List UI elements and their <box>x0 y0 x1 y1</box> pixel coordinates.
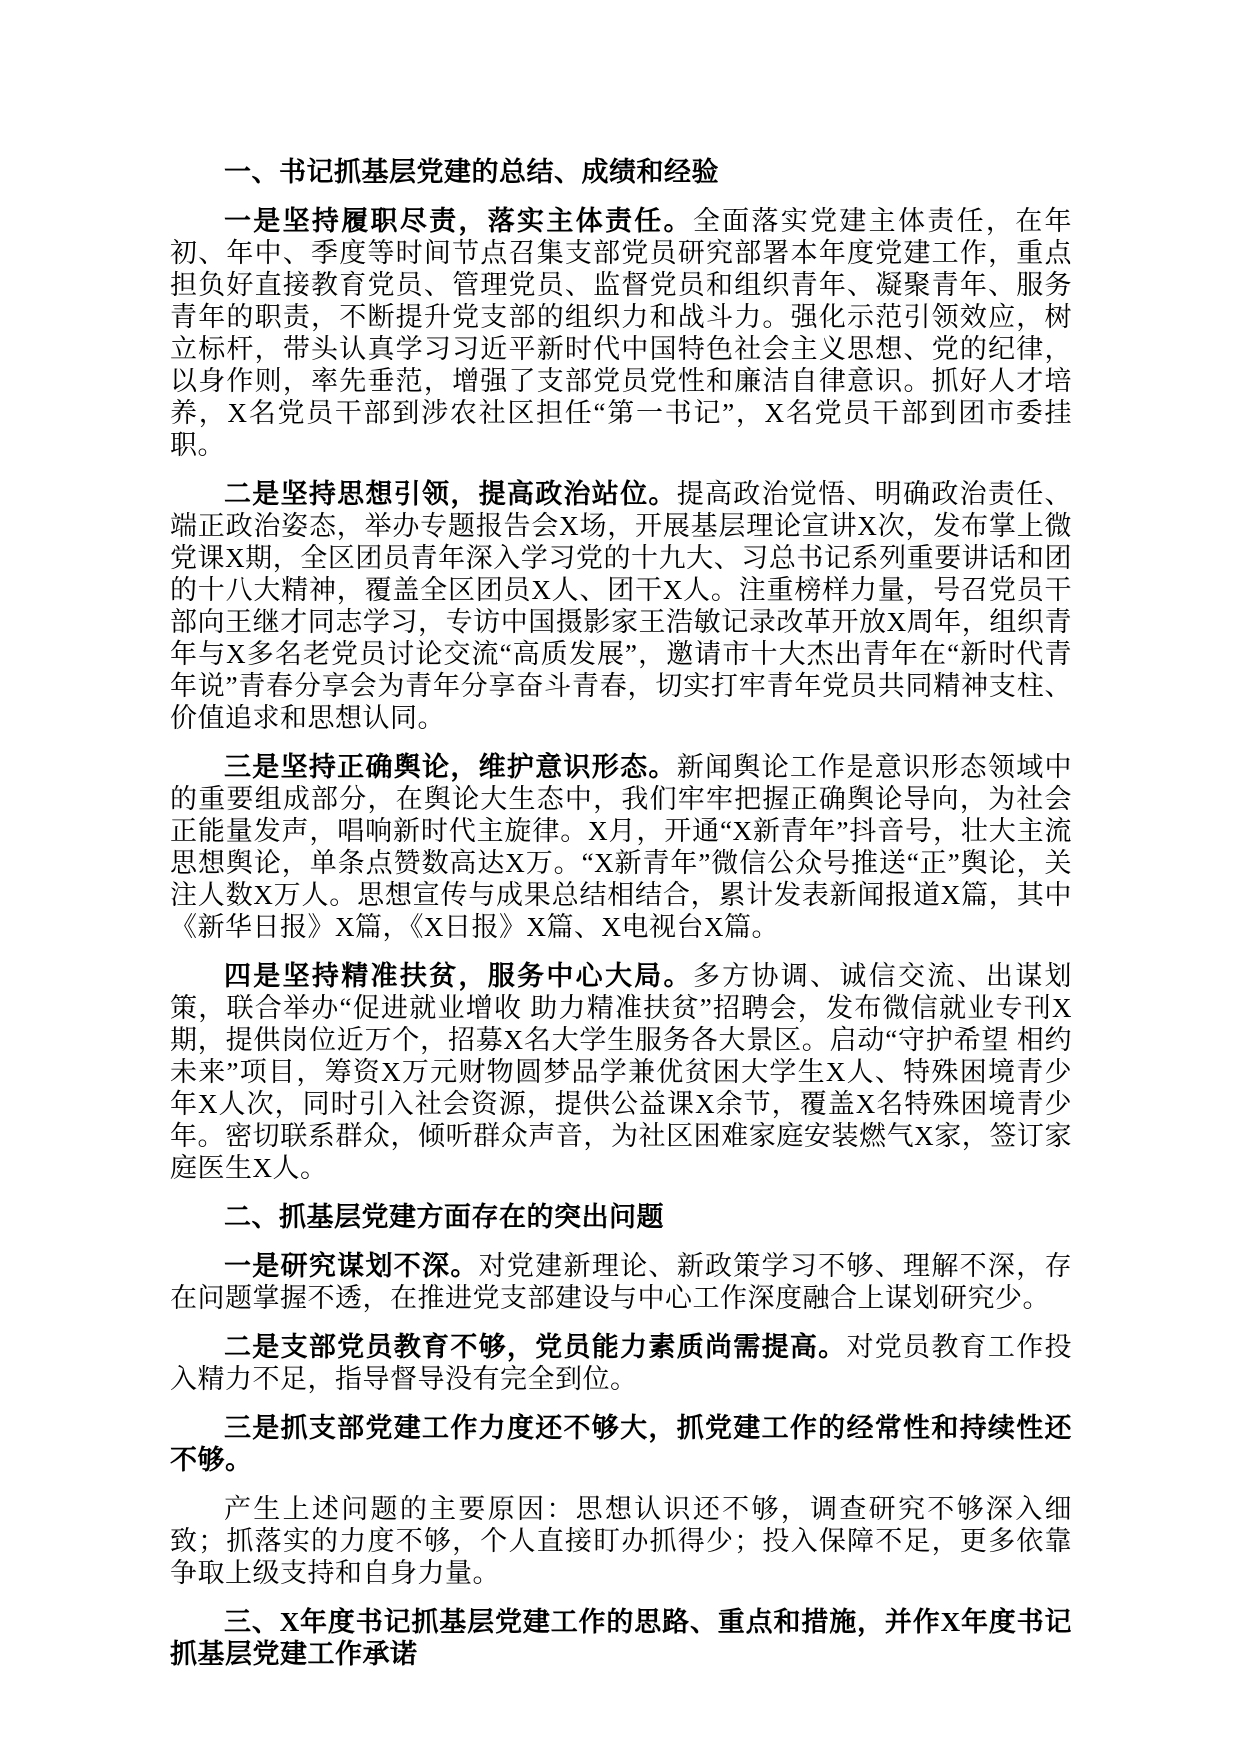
paragraph-lead: 二是坚持思想引领，提高政治站位。 <box>224 479 677 509</box>
paragraph-text: 提高政治觉悟、明确政治责任、端正政治姿态，举办专题报告会X场，开展基层理论宣讲X次，发布掌上微党课X期，全区团员青年深入学习党的十九大、习总书记系列重要讲话和团的十八大精神，覆盖全区团员X人、团干X人。注重榜样力量，号召党员干部向王继才同志学习，专访中国摄影家王浩敏记录改革开放X周年，组织青年与X多名老党员讨论交流“高质发展”，邀请市十大杰出青年在“新时代青年说”青春分享会为青年分享奋斗青春，切实打牢青年党员共同精神支柱、价值追求和思想认同。 <box>170 479 1073 733</box>
paragraph-text: 对党建新理论、新政策学习不够、理解不深，存在问题掌握不透，在推进党支部建设与中心工作深度融合上谋划研究少。 <box>170 1251 1073 1313</box>
paragraph <box>170 1493 1072 1589</box>
paragraph <box>170 960 1072 1184</box>
paragraph-text: 产生上述问题的主要原因：思想认识还不够，调查研究不够深入细致；抓落实的力度不够，个人直接盯办抓得少；投入保障不足，更多依靠争取上级支持和自身力量。 <box>170 1494 1072 1588</box>
paragraph <box>170 751 1072 943</box>
document-body <box>170 156 1072 1670</box>
paragraph <box>170 1412 1072 1476</box>
paragraph-text: 对党员教育工作投入精力不足，指导督导没有完全到位。 <box>170 1332 1073 1394</box>
paragraph-text: 全面落实党建主体责任，在年初、年中、季度等时间节点召集支部党员研究部署本年度党建工作，重点担负好直接教育党员、管理党员、监督党员和组织青年、凝聚青年、服务青年的职责，不断提升党支部的组织力和战斗力。强化示范引领效应，树立标杆，带头认真学习习近平新时代中国特色社会主义思想、党的纪律，以身作则，率先垂范，增强了支部党员党性和廉洁自律意识。抓好人才培养，X名党员干部到涉农社区担任“第一书记”，X名党员干部到团市委挂职。 <box>170 206 1073 460</box>
paragraph-lead: 一是坚持履职尽责，落实主体责任。 <box>224 206 693 236</box>
paragraph <box>170 1250 1072 1314</box>
paragraph-lead: 三是坚持正确舆论，维护意识形态。 <box>224 752 677 782</box>
paragraph <box>170 478 1072 734</box>
paragraph-lead: 三是抓支部党建工作力度还不够大，抓党建工作的经常性和持续性还不够。 <box>170 1413 1072 1475</box>
paragraph <box>170 1331 1072 1395</box>
section-heading-1: 一、书记抓基层党建的总结、成绩和经验 <box>224 157 719 187</box>
section-heading-2: 二、抓基层党建方面存在的突出问题 <box>224 1202 664 1232</box>
paragraph <box>170 205 1072 461</box>
paragraph-text: 多方协调、诚信交流、出谋划策，联合举办“促进就业增收 助力精准扶贫”招聘会，发布微信就业专刊X期，提供岗位近万个，招募X名大学生服务各大景区。启动“守护希望 相约未来”项目，筹资X万元财物圆梦品学兼优贫困大学生X人、特殊困境青少年X人次，同时引入社会资源，提供公益课X余节，覆盖X名特殊困境青少年。密切联系群众，倾听群众声音，为社区困难家庭安装燃气X家，签订家庭医生X人。 <box>170 961 1073 1183</box>
paragraph-lead: 一是研究谋划不深。 <box>224 1251 479 1281</box>
paragraph-lead: 二是支部党员教育不够，党员能力素质尚需提高。 <box>224 1332 847 1362</box>
paragraph-text: 新闻舆论工作是意识形态领域中的重要组成部分，在舆论大生态中，我们牢牢把握正确舆论导向，为社会正能量发声，唱响新时代主旋律。X月，开通“X新青年”抖音号，壮大主流思想舆论，单条点赞数高达X万。“X新青年”微信公众号推送“正”舆论，关注人数X万人。思想宣传与成果总结相结合，累计发表新闻报道X篇，其中《新华日报》X篇，《X日报》X篇、X电视台X篇。 <box>170 752 1073 942</box>
section-heading-3: 三、X年度书记抓基层党建工作的思路、重点和措施，并作X年度书记抓基层党建工作承诺 <box>170 1607 1072 1669</box>
paragraph-lead: 四是坚持精准扶贫，服务中心大局。 <box>224 961 693 991</box>
